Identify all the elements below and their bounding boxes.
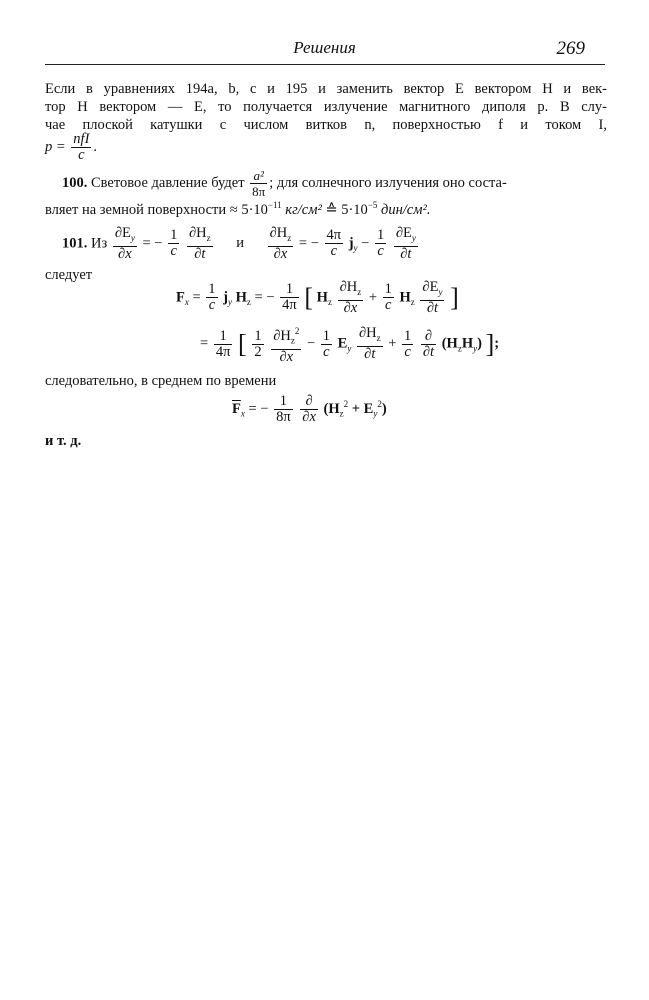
problem-100-text-b: ; для солнечного излучения оно соста- [269, 174, 507, 191]
den-dx-5: ∂x [302, 409, 316, 425]
num-d-2: ∂ [300, 394, 318, 410]
den-two: 2 [254, 343, 262, 360]
num-one-8: 1 [404, 327, 412, 344]
sub-z-8: z [376, 333, 381, 344]
sub-z-9: z [457, 343, 462, 354]
num-one-7: 1 [322, 327, 331, 344]
problem-101-equations [62, 226, 420, 262]
den-8pi: 8π [276, 409, 291, 425]
iz-word: Из [91, 235, 108, 252]
frac-1-8pi [274, 394, 293, 425]
problem-100-text-a: Световое давление будет [87, 174, 249, 191]
frac-1-c-7 [402, 329, 413, 360]
frac-dEy-dt [394, 226, 418, 262]
hz-symbol-2: H [316, 289, 328, 306]
sleduet-word: следует [45, 267, 93, 283]
exponent-2: −5 [367, 200, 378, 210]
frac-4pi-c [325, 228, 344, 259]
dipole-lhs: p = [45, 138, 66, 155]
den-c-4: c [208, 297, 216, 314]
sub-y-3: y [411, 232, 416, 243]
num-one: 1 [170, 227, 178, 244]
dipole-fraction [71, 132, 91, 163]
j-symbol-2: j [223, 289, 229, 306]
sum-open: (H [323, 400, 340, 417]
problem-100-number: 100. [62, 174, 88, 191]
plus-2: + [388, 335, 397, 352]
sub-z-5: z [357, 286, 362, 297]
den-dt-2: ∂t [400, 245, 412, 262]
semicolon: ; [494, 335, 500, 352]
sub-z-6: z [410, 297, 415, 308]
eq-sign-2: = [200, 335, 209, 352]
num-dHz: ∂H [188, 225, 207, 241]
force-equation-line-1 [176, 280, 459, 316]
sum-close: ) [381, 400, 387, 417]
frac-d-dt [421, 329, 436, 360]
eq-minus-2: = − [298, 235, 319, 252]
den-dx-2: ∂x [273, 245, 288, 262]
fx-bar-symbol: $\overline{F}$ [232, 400, 241, 417]
num-dHz-4: ∂H [358, 325, 377, 342]
frac-1-4pi-2 [214, 329, 233, 360]
sum-plus-ey: + E [348, 400, 374, 417]
header-rule [45, 64, 605, 65]
den-dx-3: ∂x [343, 299, 358, 316]
num-4pi: 4π [326, 227, 342, 244]
num-one-2: 1 [376, 227, 385, 244]
num-dHz-3: ∂H [339, 279, 358, 295]
j-symbol: j [348, 235, 354, 252]
frac-dHz-dt-2 [357, 326, 383, 362]
den-c-3: c [377, 243, 384, 260]
sup-2b: 2 [343, 399, 349, 409]
sub-y-4: y [228, 297, 233, 308]
fx-symbol: F [176, 289, 185, 306]
den-c-6: c [323, 343, 330, 360]
frac-dHz-dx-2 [338, 280, 364, 316]
dipole-numerator: nfI [73, 131, 90, 147]
dipole-formula [45, 132, 97, 163]
den-c: c [170, 243, 177, 260]
approx-text: ≙ 5·10 [321, 201, 368, 218]
den-dx-4: ∂x [279, 348, 294, 365]
plus-1: + [368, 289, 378, 306]
problem-100-line-1 [62, 168, 607, 199]
sub-y-8: y [373, 408, 378, 419]
den-dx: ∂x [118, 245, 132, 262]
running-header-title: Решения [293, 38, 356, 57]
force-equation-line-2 [200, 324, 499, 365]
frac-dEy-dx [113, 226, 137, 262]
num-dHz-2: ∂H [269, 225, 288, 241]
sub-y-6: y [347, 343, 352, 354]
ey-symbol: E [337, 335, 348, 352]
and-word: и [236, 235, 244, 252]
etc-line: и т. д. [45, 433, 82, 449]
frac-dEy-dt-2 [420, 280, 444, 316]
frac-1-c-4 [206, 282, 217, 313]
hy-symbol: H [461, 335, 474, 352]
pressure-numerator: a² [250, 168, 267, 184]
page-number: 269 [556, 38, 585, 59]
frac-1-2 [252, 329, 263, 360]
sub-z: z [206, 232, 211, 243]
sub-x: x [184, 297, 189, 308]
frac-dHz-dx [268, 226, 294, 262]
sub-y-2: y [353, 243, 358, 254]
sub-z-3: z [246, 297, 251, 308]
frac-dHz2-dx [271, 324, 301, 365]
sub-y-5: y [438, 286, 443, 297]
den-c-5: c [385, 297, 392, 314]
bracket-close-1: ] [450, 282, 459, 312]
dipole-end: . [93, 138, 98, 155]
frac-dHz-dt [187, 226, 213, 262]
sup-2c: 2 [377, 399, 382, 409]
num-one-4: 1 [280, 282, 299, 298]
num-dEy-3: ∂E [422, 279, 439, 295]
paragraph-line-1: Если в уравнениях 194a, b, c и 195 и заменить вектор E вектором H и век- [45, 81, 607, 97]
den-dt: ∂t [194, 245, 206, 262]
dipole-denominator: c [78, 147, 85, 163]
hz-symbol: H [235, 289, 247, 306]
frac-1-c-2 [375, 228, 386, 259]
problem-100-line2-a: вляет на земной поверхности ≈ 5·10 [45, 201, 268, 218]
sup-2: 2 [294, 326, 300, 336]
num-one-9: 1 [274, 394, 293, 410]
sub-x-2: x [240, 408, 245, 419]
sledovatelno-line: следовательно, в среднем по времени [45, 373, 277, 389]
frac-1-4pi [280, 282, 299, 313]
minus-2: − [306, 335, 316, 352]
eq-minus-1: = − [142, 235, 163, 252]
num-dEy-2: ∂E [395, 225, 412, 241]
sub-z-4: z [327, 297, 332, 308]
frac-1-c-6 [321, 329, 332, 360]
pressure-denominator: 8π [252, 184, 266, 199]
sub-y: y [130, 232, 135, 243]
sub-z-10: z [339, 408, 344, 419]
num-d: ∂ [421, 329, 436, 345]
num-one-6: 1 [214, 329, 233, 345]
eq-minus-3: = − [254, 289, 275, 306]
paragraph-line-2: тор H вектором — E, то получается излучение магнитного диполя p. В слу- [45, 99, 607, 115]
sub-z-7: z [290, 335, 295, 346]
bracket-open-2: [ [238, 329, 247, 359]
problem-100-line-2 [45, 196, 607, 219]
unit-2: дин/см². [377, 201, 431, 218]
den-dt-4: ∂t [364, 346, 376, 363]
den-dt-5: ∂t [422, 343, 435, 360]
problem-101-number: 101. [62, 235, 88, 252]
num-one-5: 1 [384, 281, 392, 298]
hzhy-close: ) [477, 335, 482, 352]
eq-minus-4: = − [248, 400, 269, 417]
minus-1: − [361, 235, 370, 252]
den-4pi: 4π [282, 297, 297, 314]
paragraph-line-3: чае плоской катушки с числом витков n, поверхностью f и током I, [45, 117, 607, 133]
unit-1: кг/см² [281, 201, 322, 218]
num-dHz2: ∂H [273, 327, 291, 344]
den-c-7: c [404, 343, 411, 360]
den-dt-3: ∂t [426, 299, 439, 316]
sub-z-2: z [287, 232, 292, 243]
average-force-equation [232, 394, 387, 425]
num-one-3: 1 [208, 281, 216, 298]
den-4pi-2: 4π [215, 343, 231, 360]
eq-sign-1: = [192, 289, 201, 306]
num-half: 1 [254, 327, 262, 344]
den-c-2: c [330, 243, 337, 260]
bracket-open-1: [ [304, 282, 314, 312]
exponent-1: −11 [267, 200, 282, 210]
frac-1-c-5 [383, 282, 394, 313]
sub-y-7: y [473, 343, 478, 354]
frac-1-c [168, 228, 179, 259]
hz-symbol-3: H [399, 289, 411, 306]
pressure-fraction [250, 168, 267, 199]
frac-d-dx [300, 394, 318, 425]
num-dEy: ∂E [114, 225, 131, 241]
hzhy-open: (H [441, 335, 458, 352]
bracket-close-2: ] [485, 329, 495, 359]
